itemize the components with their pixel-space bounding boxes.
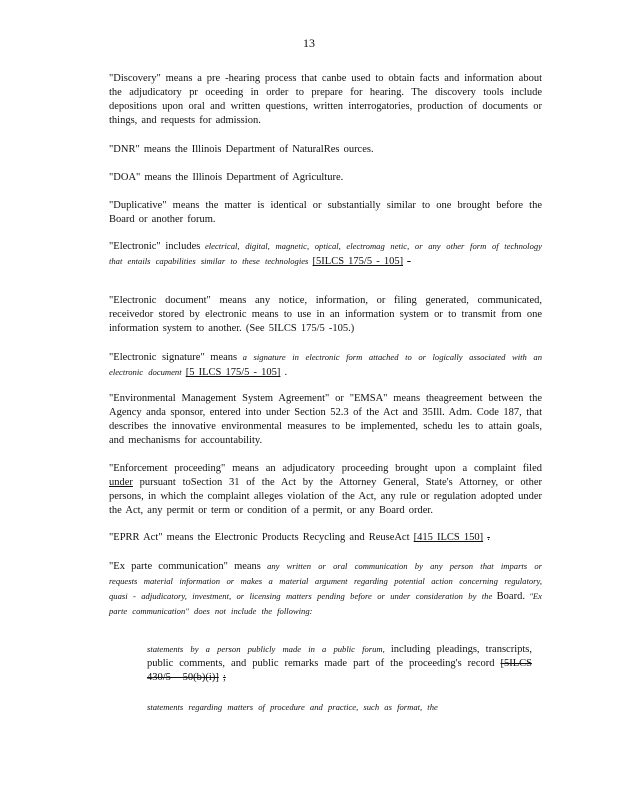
term: "Electronic signature" means: [109, 352, 243, 363]
italic-statutory-text: any written or oral communication by any person that imparts or requests material information or makes a material argument regarding potential action concerning regulatory, quasi - adjudicatory, investment, or licensing matters pending before or under consideration by the: [109, 561, 542, 601]
definition-electronic-signature: [109, 350, 542, 380]
struck-text: .: [487, 532, 490, 543]
definition-text: "Electronic document" means any notice, information, or filing generated, communicated, receivedor stored by electronic means to use in an information system or to transmit from one information system to another. (See 5ILCS 175/5 -105.): [109, 295, 542, 334]
definition-text: [109, 531, 542, 545]
definition-text: "Discovery" means a pre -hearing process that canbe used to obtain facts and information about the adjudicatory pr oceeding in order to prepare for hearing. The discovery tools include depositions upon oral and written questions, written interrogatories, production of documents or things, and requests for admission.: [109, 73, 542, 126]
italic-statutory-text: "Ex parte communication" does not include the following:: [109, 591, 542, 616]
italic-statutory-text: statements by a person publicly made in a public forum,: [147, 644, 385, 654]
term: "Ex parte communication" means: [109, 561, 268, 572]
page-number: 13: [303, 36, 315, 50]
term: "EPRR Act" means the Electronic Products Recycling and ReuseAct: [109, 532, 410, 543]
definition-duplicative: [109, 199, 542, 227]
definition-text: [109, 462, 542, 518]
text-part: including pleadings, transcripts, public comments, and public remarks made part of the proceeding's record: [147, 644, 533, 669]
definition-dnr: [109, 143, 542, 157]
exception-item-procedure-statements: [147, 700, 532, 715]
term: "Electronic" includes: [109, 241, 205, 252]
statute-citation: [415 ILCS 150]: [413, 532, 484, 543]
item-text: [147, 700, 532, 715]
statute-citation: [5ILCS 430/5 - 50(b)(i)]: [147, 658, 532, 683]
italic-statutory-text: statements regarding matters of procedure and practice, such as format, the: [147, 702, 438, 712]
struck-text: -: [407, 256, 411, 267]
definition-text: "DOA" means the Illinois Department of Agriculture.: [109, 172, 344, 183]
underlined-insertion: under: [109, 477, 133, 488]
struck-text: ;: [222, 672, 226, 683]
definition-eprr-act: [109, 531, 542, 545]
text-part: "Enforcement proceeding" means an adjudicatory proceeding brought upon a complaint filed: [109, 463, 542, 474]
definition-text: [109, 350, 542, 380]
board-word: Board.: [496, 591, 525, 602]
definition-text: [109, 559, 542, 619]
text-part: pursuant toSection 31 of the Act by the Attorney General, State's Attorney, or other persons, in which the complaint alleges violation of the Act, any rule or regulation adopted under the Act, any permit or term or condition of a permit, or any Board order.: [109, 477, 542, 516]
definition-ex-parte-communication: [109, 559, 542, 619]
definition-text: "DNR" means the Illinois Department of NaturalRes ources.: [109, 144, 374, 155]
definition-doa: [109, 171, 542, 185]
italic-statutory-text: electrical, digital, magnetic, optical, electromag netic, or any other form of technology that entails capabilities similar to these technologies: [109, 241, 542, 266]
exception-item-public-statements: [147, 642, 532, 685]
item-text: [147, 642, 532, 685]
definition-electronic-document: [109, 294, 542, 336]
definition-text: "Duplicative" means the matter is identical or substantially similar to one brought before the Board or another forum.: [109, 200, 542, 225]
statute-citation: [5 ILCS 175/5 - 105]: [185, 367, 281, 378]
period: .: [284, 367, 288, 378]
definition-discovery: [109, 72, 542, 128]
definition-emsa: [109, 392, 542, 448]
statute-citation: [5ILCS 175/5 - 105]: [312, 256, 404, 267]
definition-text: "Environmental Management System Agreement" or "EMSA" means theagreement between the Agency anda sponsor, entered into under Section 52.3 of the Act and 35Ill. Adm. Code 187, that describes the innovative environmental measures to be implemented, schedu les to attain goals, and mechanisms for accountability.: [109, 393, 542, 446]
definition-text: [109, 239, 542, 269]
definition-electronic: [109, 239, 542, 269]
italic-statutory-text: a signature in electronic form attached to or logically associated with an electronic document: [109, 352, 542, 377]
definition-enforcement-proceeding: [109, 462, 542, 518]
